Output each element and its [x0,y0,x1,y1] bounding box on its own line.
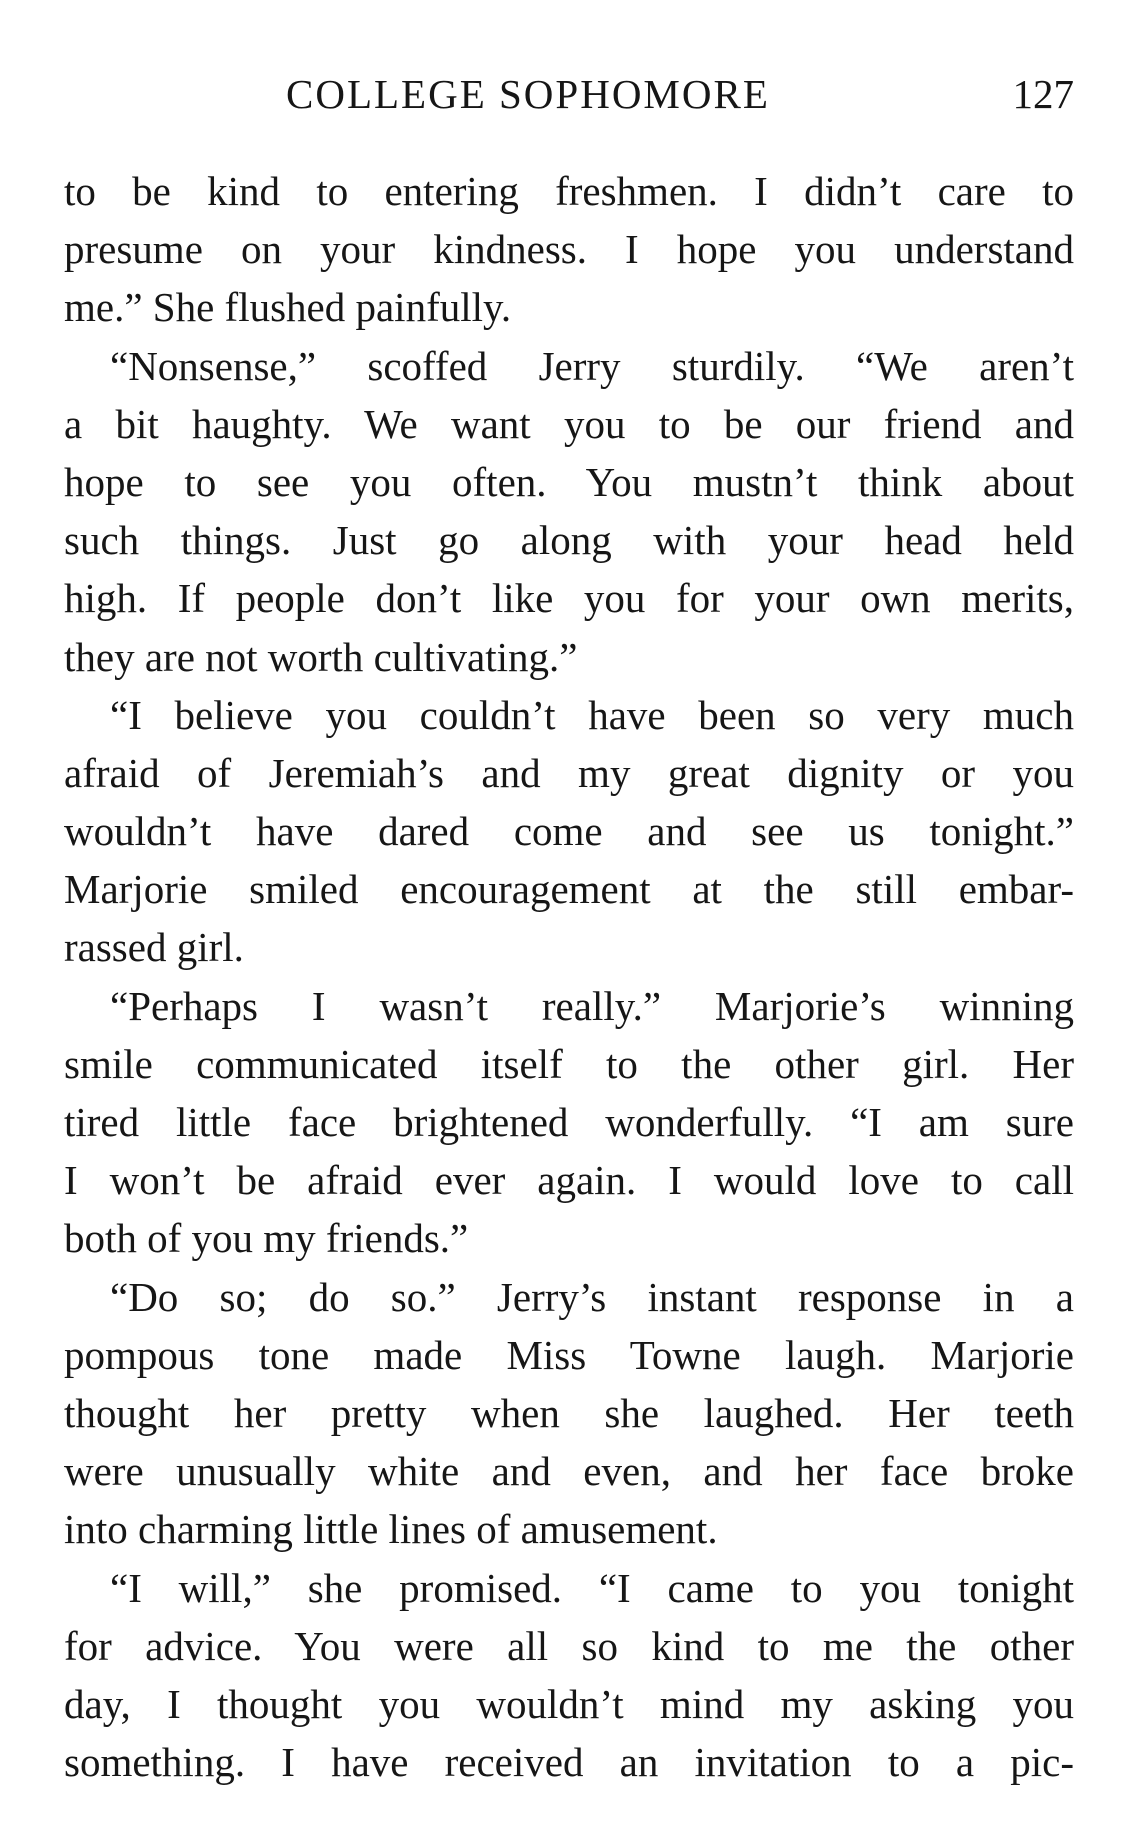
text-line: I won’t be afraid ever again. I would love to call [64,1157,1074,1204]
text-line: such things. Just go along with your head held [64,517,1074,564]
text-line: me.” She flushed painfully. [64,284,512,331]
text-line: pompous tone made Miss Towne laugh. Marjorie [64,1331,1074,1378]
page-number: 127 [1012,71,1074,117]
text-line: Marjorie smiled encouragement at the still embar- [64,866,1074,913]
text-line: afraid of Jeremiah’s and my great dignity or you [64,749,1074,796]
text-line: “Do so; do so.” Jerry’s instant response in a [110,1273,1074,1320]
text-line: they are not worth cultivating.” [64,633,578,680]
text-line: “Nonsense,” scoffed Jerry sturdily. “We aren’t [110,342,1074,389]
text-line: high. If people don’t like you for your own merits, [64,575,1074,622]
text-line: both of you my friends.” [64,1215,469,1262]
text-line: were unusually white and even, and her face broke [64,1448,1074,1495]
text-line: wouldn’t have dared come and see us tonight.” [64,808,1074,855]
text-line: rassed girl. [64,924,244,971]
running-title: COLLEGE SOPHOMORE [286,71,770,117]
text-line: day, I thought you wouldn’t mind my asking you [64,1680,1074,1727]
text-line: hope to see you often. You mustn’t think about [64,458,1074,505]
text-line: smile communicated itself to the other girl. Her [64,1040,1074,1087]
text-line: something. I have received an invitation to a pic- [64,1739,1074,1786]
text-line: into charming little lines of amusement. [64,1506,718,1553]
text-line: tired little face brightened wonderfully. “I am sure [64,1099,1074,1145]
text-line: “I believe you couldn’t have been so very much [110,691,1074,738]
text-line: to be kind to entering freshmen. I didn’t care to [64,168,1074,214]
text-line: a bit haughty. We want you to be our friend and [64,400,1074,447]
running-header [64,64,1074,124]
text-line: thought her pretty when she laughed. Her teeth [64,1389,1074,1436]
text-line: presume on your kindness. I hope you understand [64,226,1074,273]
text-line: for advice. You were all so kind to me the other [64,1622,1074,1669]
text-line: “Perhaps I wasn’t really.” Marjorie’s winning [110,982,1074,1029]
body-text [64,162,1074,1791]
text-line: “I will,” she promised. “I came to you tonight [110,1564,1074,1611]
